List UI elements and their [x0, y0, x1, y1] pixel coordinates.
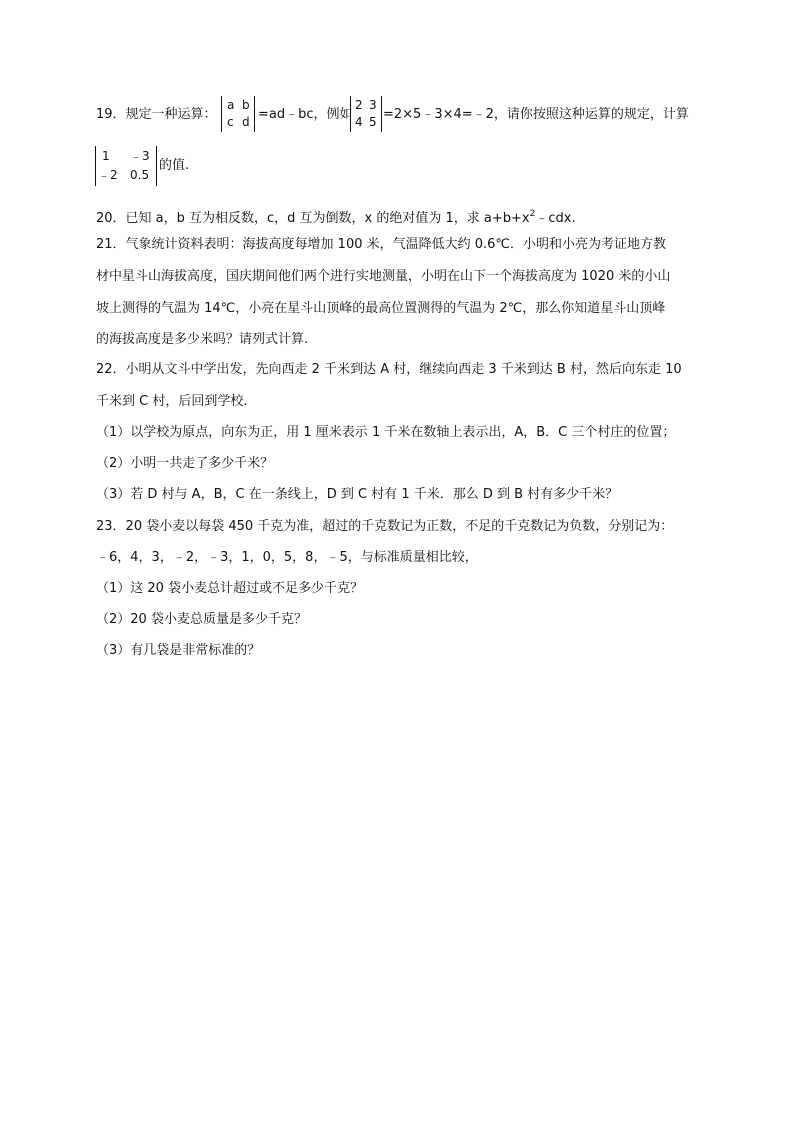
- det-cell-a: a: [227, 98, 235, 112]
- det-cell-a: 1: [102, 149, 110, 163]
- det-cell-a: 2: [355, 98, 363, 112]
- q22-part-3: （3）若 D 村与 A，B，C 在一条线上，D 到 C 村有 1 千米．那么 D 到 B 村有多少千米？: [96, 487, 619, 502]
- q19-example-text: =2×5﹣3×4=﹣2，请你按照这种运算的规定，计算: [383, 107, 689, 122]
- q23-part-2: （2）20 袋小麦总质量是多少千克？: [96, 612, 307, 627]
- det-cell-c: 4: [355, 115, 363, 129]
- det-cell-c: c: [227, 115, 234, 129]
- q21-line: 材中星斗山海拔高度，国庆期间他们两个进行实地测量，小明在山下一个海拔高度为 1020 米的小山: [96, 269, 671, 284]
- det-cell-b: 3: [369, 98, 377, 112]
- det-cell-d: 5: [369, 115, 377, 129]
- q21-line: 21．气象统计资料表明：海拔高度每增加 100 米，气温降低大约 0.6℃．小明和小亮为考证地方教: [96, 237, 667, 252]
- q23-part-3: （3）有几袋是非常标准的？: [96, 643, 261, 658]
- q22-part-1: （1）以学校为原点，向东为正，用 1 厘米表示 1 千米在数轴上表示出，A，B．C 三个村庄的位置；: [96, 425, 676, 440]
- q23-part-1: （1）这 20 袋小麦总计超过或不足多少千克？: [96, 581, 364, 596]
- determinant-example: [350, 96, 382, 132]
- q20-text: 20．已知 a，b 互为相反数，c，d 互为倒数，x 的绝对值为 1，求 a+b+x: [96, 211, 530, 226]
- det-cell-b: b: [242, 98, 250, 112]
- q19-definition-text: =ad﹣bc，例如: [258, 107, 353, 122]
- question-20: [96, 205, 576, 228]
- determinant-definition: [221, 96, 255, 132]
- q21-line: 的海拔高度是多少米吗？请列式计算.: [96, 332, 309, 347]
- det-cell-c: ﹣2: [98, 168, 118, 182]
- q20-exponent: 2: [529, 209, 536, 219]
- q19-label: 19．规定一种运算：: [96, 107, 217, 122]
- q22-line: 22．小明从文斗中学出发，先向西走 2 千米到达 A 村，继续向西走 3 千米到达 B 村，然后向东走 10: [96, 362, 682, 377]
- q21-line: 坡上测得的气温为 14℃，小亮在星斗山顶峰的最高位置测得的气温为 2℃，那么你知道星斗山顶峰: [96, 301, 666, 316]
- det-cell-b: ﹣3: [130, 149, 150, 163]
- q19-tail-text: 的值.: [159, 158, 190, 173]
- determinant-to-compute: [95, 146, 157, 186]
- q22-line: 千米到 C 村，后回到学校.: [96, 394, 248, 409]
- q23-line: 23．20 袋小麦以每袋 450 千克为准，超过的千克数记为正数，不足的千克数记为负数，分别记为：: [96, 519, 674, 534]
- det-cell-d: 0.5: [130, 168, 150, 182]
- q22-part-2: （2）小明一共走了多少千米？: [96, 456, 274, 471]
- q20-end: ﹣cdx.: [535, 211, 576, 226]
- q23-line: ﹣6，4，3，﹣2，﹣3，1，0，5，8，﹣5，与标准质量相比较，: [96, 550, 478, 565]
- det-cell-d: d: [242, 115, 250, 129]
